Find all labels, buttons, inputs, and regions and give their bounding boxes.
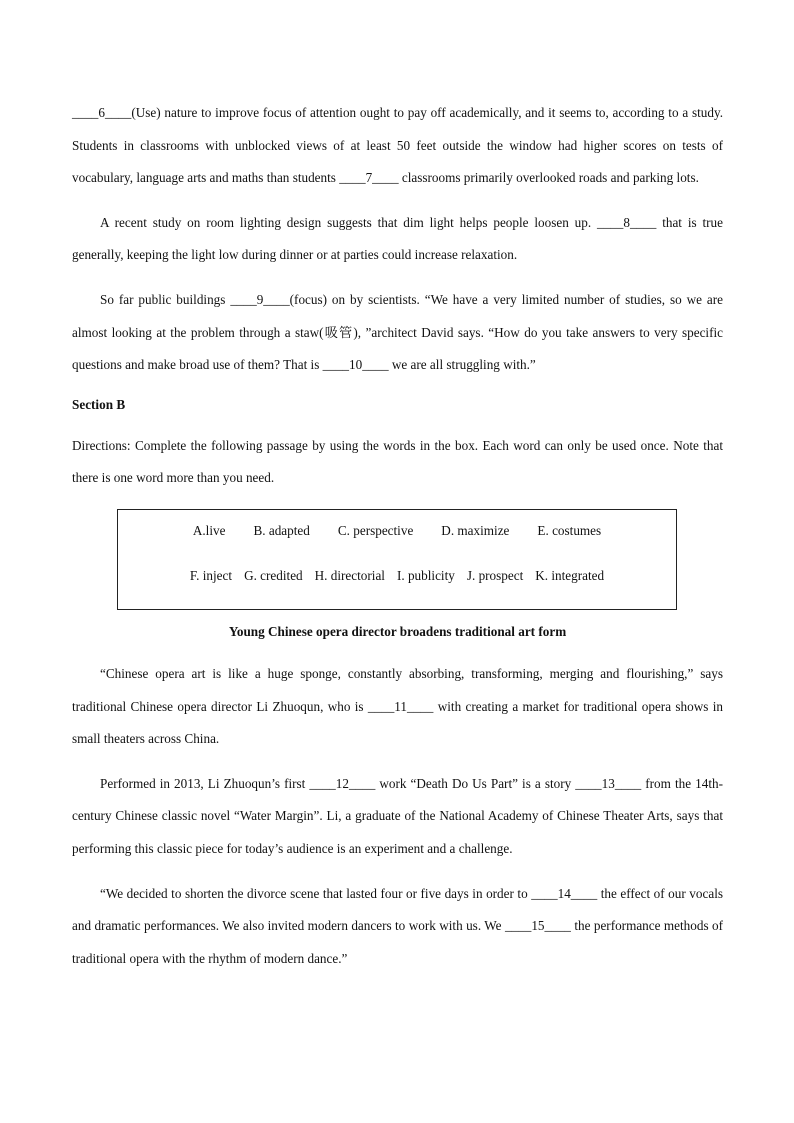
word-option-a: A.live: [192, 522, 226, 538]
passage-title: Young Chinese opera director broadens traditional art form: [228, 623, 567, 639]
document-page: [72, 97, 723, 987]
directions-text: Directions: Complete the following passage by using the words in the box. Each word can only be used once. Note that there is one word more than you need.: [72, 437, 723, 486]
word-option-j: J. prospect: [466, 567, 524, 583]
word-option-c: C. perspective: [337, 522, 414, 538]
word-option-f: F. inject: [189, 567, 233, 583]
paragraph-blank-11: “Chinese opera art is like a huge sponge, constantly absorbing, transforming, merging and flourishing,” says traditional Chinese opera director Li Zhuoqun, who is ____11____ with creating a market for traditional opera shows in small theaters across China.: [72, 665, 723, 747]
paragraph-blank-14-15: “We decided to shorten the divorce scene that lasted four or five days in order to ____14____ the effect of our vocals and dramatic performances. We also invited modern dancers to work with us. We ____15____ the performance methods of traditional opera with the rhythm of modern dance.”: [72, 885, 723, 966]
section-heading: Section B: [72, 396, 126, 412]
paragraph-blank-9-10: So far public buildings ____9____(focus) on by scientists. “We have a very limited number of studies, so we are almost looking at the problem through a staw(吸管), ”architect David says. “How do you take answers to very specific questions and make broad use of them? That is ____10____ we are all struggling with.”: [72, 291, 723, 373]
word-option-h: H. directorial: [314, 567, 385, 583]
word-box-row-2: [118, 568, 676, 584]
word-option-e: E. costumes: [537, 522, 602, 538]
word-option-g: G. credited: [244, 567, 303, 583]
word-box: [117, 509, 677, 610]
word-box-row-1: [118, 523, 676, 539]
paragraph-blank-8: A recent study on room lighting design suggests that dim light helps people loosen up. ____8____ that is true generally, keeping the light low during dinner or at parties could increase relaxation.: [72, 214, 723, 263]
paragraph-blank-12-13: Performed in 2013, Li Zhuoqun’s first ____12____ work “Death Do Us Part” is a story ____13____ from the 14th-century Chinese classic novel “Water Margin”. Li, a graduate of the National Academy of Chinese Theater Arts, says that performing this classic piece for today’s audience is an experiment and a challenge.: [72, 775, 723, 856]
paragraph-blank-6-7: ____6____(Use) nature to improve focus of attention ought to pay off academically, and it seems to, according to a study. Students in classrooms with unblocked views of at least 50 feet outside the window had higher scores on tests of vocabulary, language arts and maths than students ____7____ classrooms primarily overlooked roads and parking lots.: [72, 105, 723, 186]
word-option-k: K. integrated: [535, 567, 605, 583]
word-option-i: I. publicity: [396, 567, 455, 583]
word-option-d: D. maximize: [441, 522, 510, 538]
word-option-b: B. adapted: [253, 522, 310, 538]
